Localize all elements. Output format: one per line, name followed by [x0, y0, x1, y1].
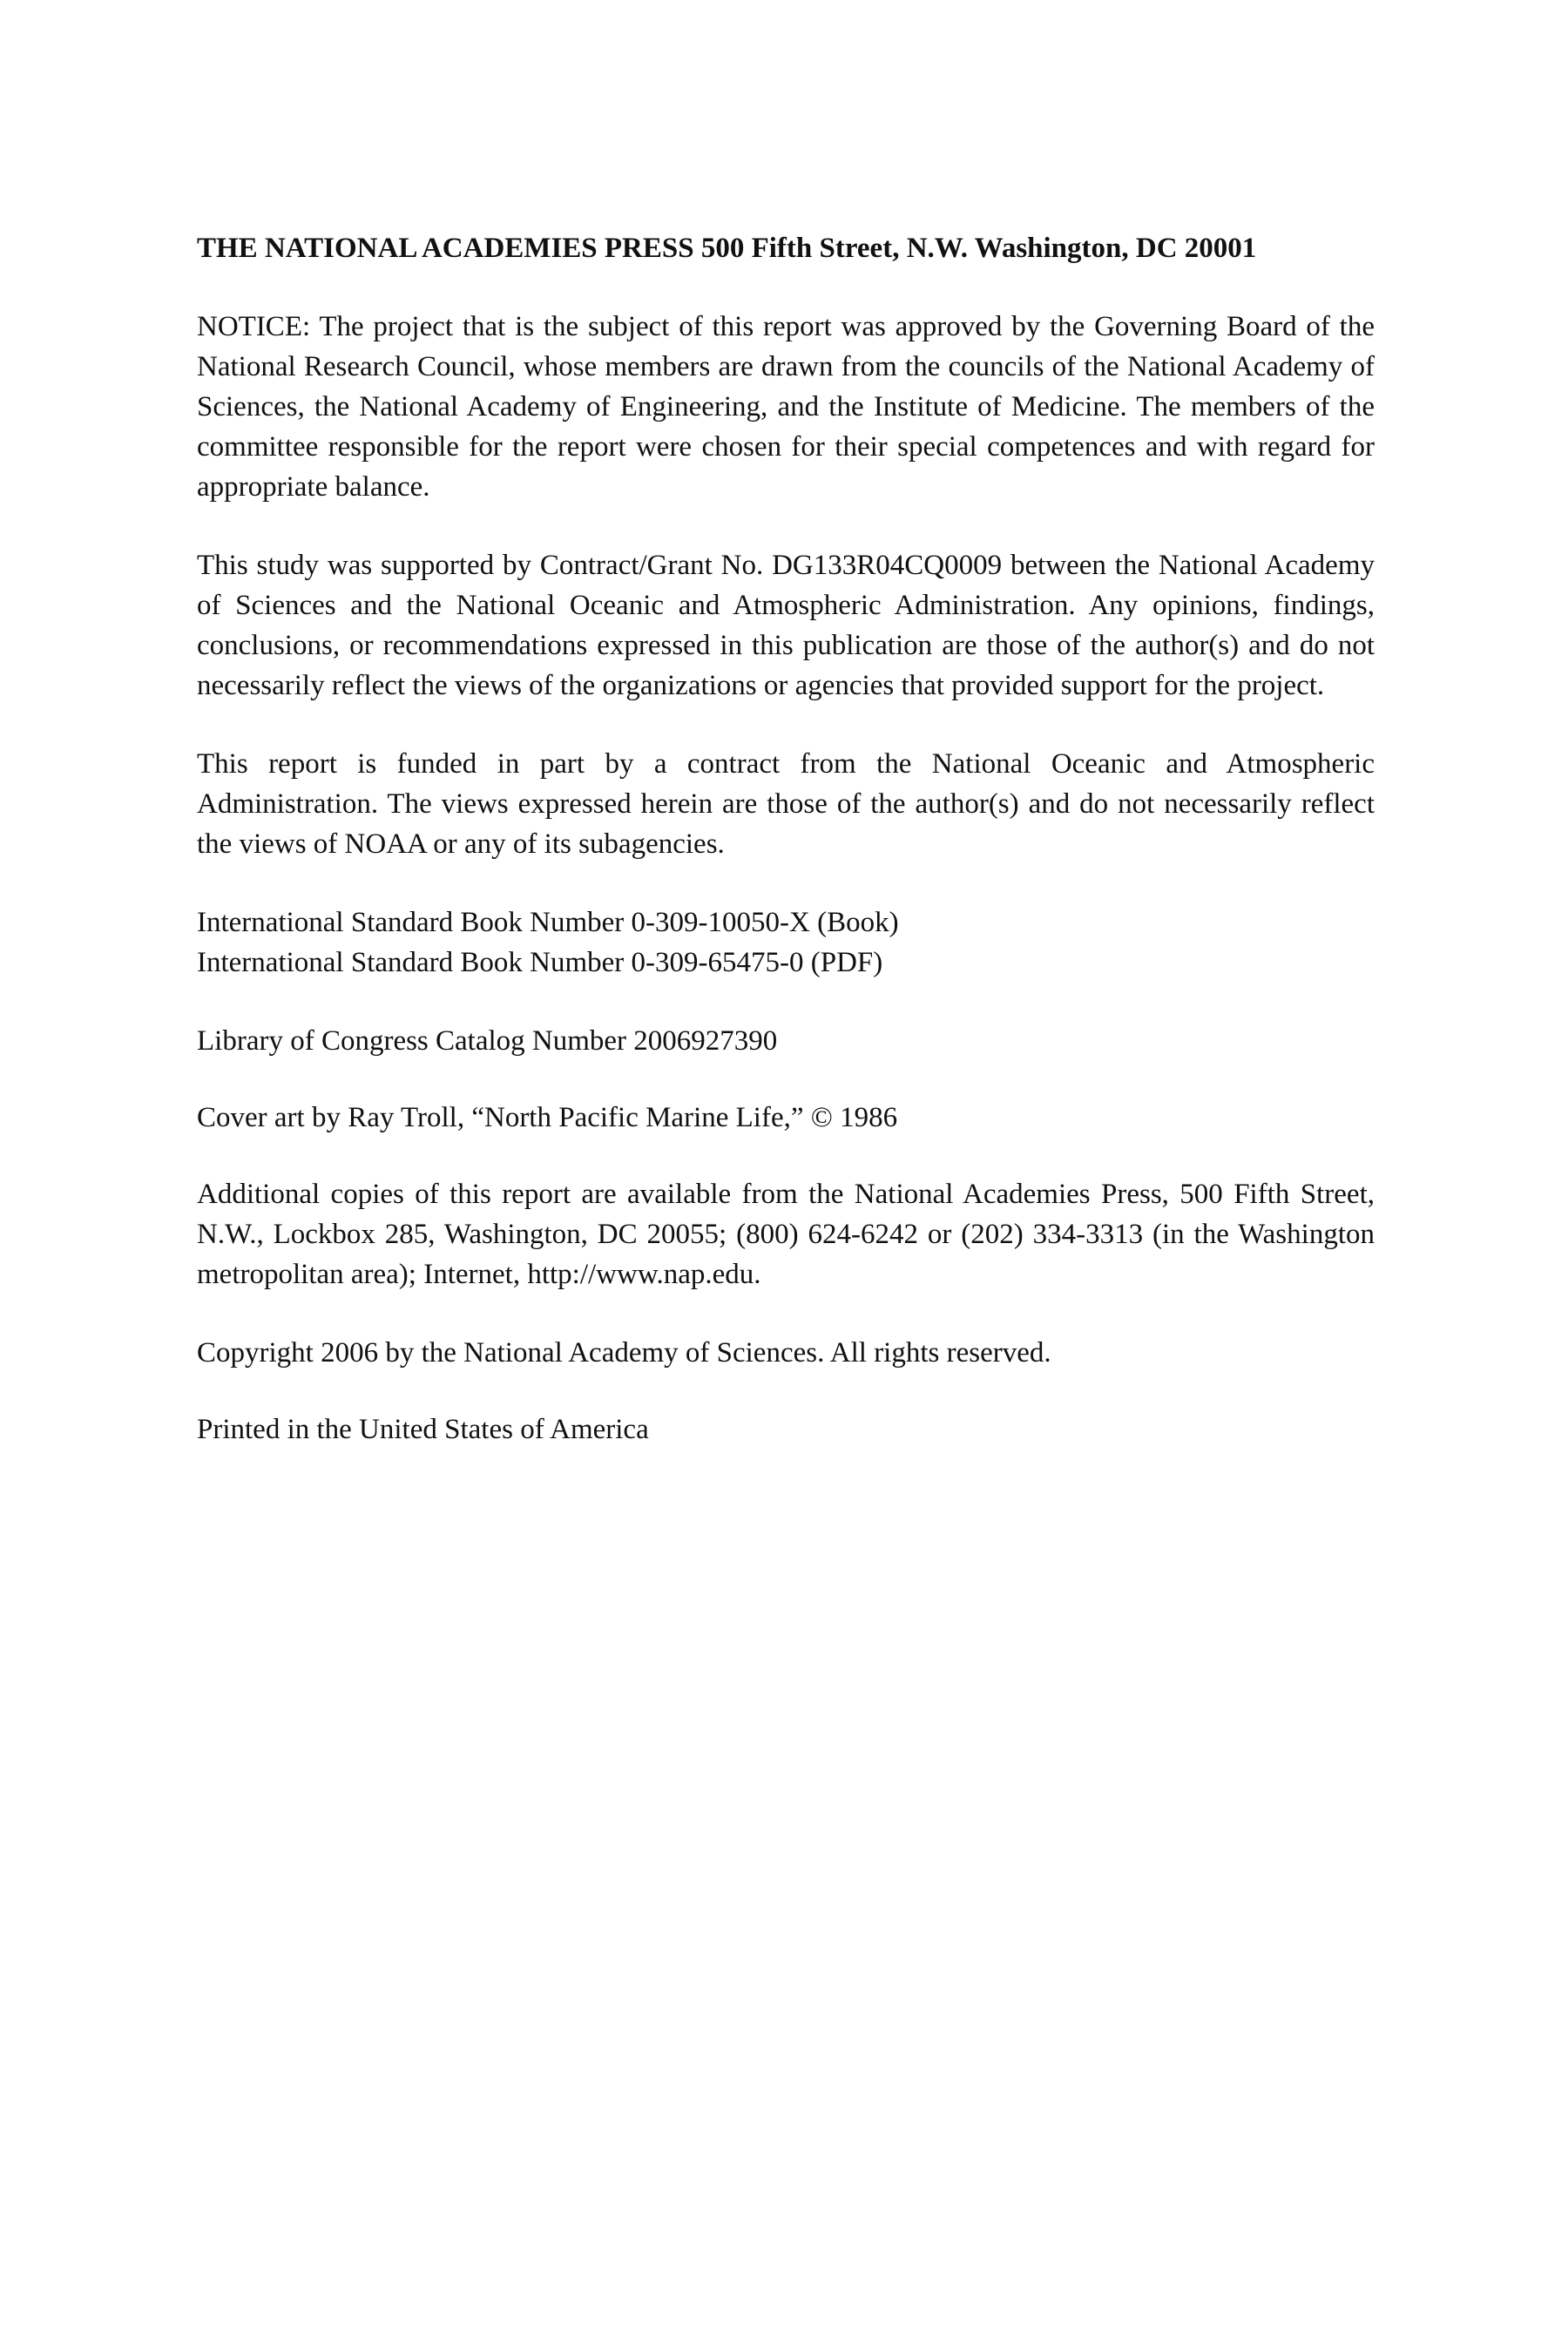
printed-in: Printed in the United States of America: [197, 1414, 649, 1445]
notice-paragraph: NOTICE: The project that is the subject of this report was approved by the Governing Board of the National Research Council, whose members are drawn from the councils of the National Academy of Sciences, the National Academy of Engineering, and the Institute of Medicine. The members of the committee responsible for the report were chosen for their special competences and with regard for appropriate balance.: [197, 311, 1375, 503]
copyright-page: [197, 228, 1375, 1488]
support-paragraph: This study was supported by Contract/Grant No. DG133R04CQ0009 between the National Academy of Sciences and the National Oceanic and Atmospheric Administration. Any opinions, findings, conclusions, or recommendations expressed in this publication are those of the author(s) and do not necessarily reflect the views of the organizations or agencies that provided support for the project.: [197, 550, 1375, 701]
publisher-address: THE NATIONAL ACADEMIES PRESS 500 Fifth Street, N.W. Washington, DC 20001: [197, 233, 1257, 264]
funding-paragraph: This report is funded in part by a contract from the National Oceanic and Atmospheric Administration. The views expressed herein are those of the author(s) and do not necessarily reflect the views of NOAA or any of its subagencies.: [197, 748, 1375, 860]
cover-art-credit: Cover art by Ray Troll, “North Pacific Marine Life,” © 1986: [197, 1102, 898, 1133]
isbn-book: International Standard Book Number 0-309-10050-X (Book): [197, 907, 899, 938]
isbn-block: [197, 902, 1375, 983]
loc-catalog-number: Library of Congress Catalog Number 2006927390: [197, 1025, 778, 1057]
copyright-notice: Copyright 2006 by the National Academy of Sciences. All rights reserved.: [197, 1337, 1051, 1369]
isbn-pdf: International Standard Book Number 0-309-65475-0 (PDF): [197, 947, 883, 978]
additional-copies-paragraph: Additional copies of this report are available from the National Academies Press, 500 Fifth Street, N.W., Lockbox 285, Washington, DC 20055; (800) 624-6242 or (202) 334-3313 (in the Washington metropolitan area); Internet, http://www.nap.edu.: [197, 1179, 1375, 1290]
